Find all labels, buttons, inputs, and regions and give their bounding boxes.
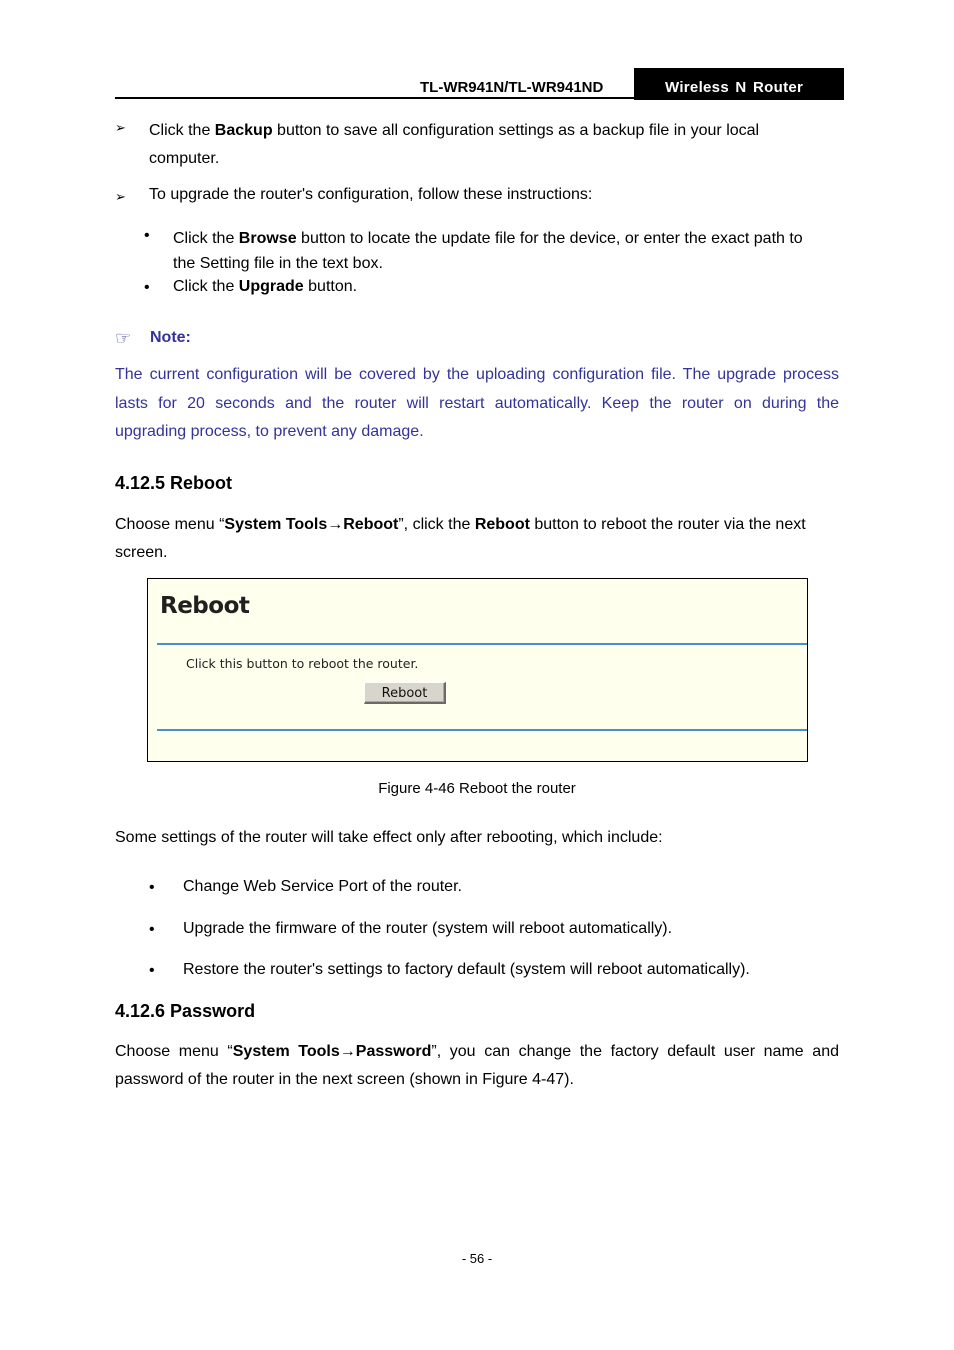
bullet-dot-icon: • xyxy=(144,279,150,296)
reboot-screen-top-divider xyxy=(157,643,807,645)
reboot-screen-title: Reboot xyxy=(160,593,250,619)
reboot-instruction: Click this button to reboot the router. xyxy=(186,656,419,671)
backup-post: button to save all configuration settings as a backup file in your local xyxy=(272,122,760,139)
figure-caption: Figure 4-46 Reboot the router xyxy=(378,780,576,797)
reboot-p-line2: screen. xyxy=(115,544,168,561)
password-p-pre: Choose menu “ xyxy=(115,1043,233,1060)
menu-arrow-icon: → xyxy=(339,1043,356,1060)
upgrade-step-browse-bold: Browse xyxy=(238,230,297,247)
reboot-p-pre: Choose menu “ xyxy=(115,516,225,533)
backup-bold: Backup xyxy=(214,122,273,139)
backup-paragraph xyxy=(149,117,849,173)
bullet-dot-icon: • xyxy=(144,227,150,244)
password-p-line2: password of the router in the next screen (shown in Figure 4-47). xyxy=(115,1071,574,1088)
section-heading-password: 4.12.6 Password xyxy=(115,1001,256,1021)
backup-line2: computer. xyxy=(149,150,220,167)
password-p-submenu: Password xyxy=(355,1043,432,1060)
upgrade-step-browse-pre: Click the xyxy=(173,230,239,247)
effects-intro: Some settings of the router will take effect only after rebooting, which include: xyxy=(115,829,663,846)
effects-item-3: Restore the router's settings to factory default (system will reboot automatically). xyxy=(183,961,750,978)
header-rule xyxy=(115,97,634,99)
note-label: Note: xyxy=(150,329,191,346)
section-heading-reboot: 4.12.5 Reboot xyxy=(115,473,233,493)
bullet-dot-icon: • xyxy=(149,962,155,979)
upgrade-step-upgrade-bold: Upgrade xyxy=(238,278,304,295)
upgrade-step-upgrade-post: button. xyxy=(303,278,358,295)
password-p-post: ”, you can change the factory default user name and xyxy=(431,1043,839,1060)
page-number: - 56 - xyxy=(461,1251,493,1266)
upgrade-step-browse xyxy=(173,226,853,276)
arrow-bullet-icon: ➢ xyxy=(115,120,126,135)
reboot-p-mid: ”, click the xyxy=(398,516,475,533)
backup-pre: Click the xyxy=(149,122,215,139)
reboot-p-submenu: Reboot xyxy=(343,516,399,533)
upgrade-intro: To upgrade the router's configuration, follow these instructions: xyxy=(149,186,593,203)
upgrade-step-browse-post: button to locate the update file for the device, or enter the exact path to xyxy=(296,230,803,247)
reboot-screen-bottom-divider xyxy=(157,729,807,731)
header-product-box xyxy=(634,68,844,100)
effects-item-2: Upgrade the firmware of the router (system will reboot automatically). xyxy=(183,920,673,937)
effects-item-1: Change Web Service Port of the router. xyxy=(183,878,462,895)
password-line-1 xyxy=(115,1038,839,1066)
menu-arrow-icon: → xyxy=(327,516,344,533)
password-paragraph xyxy=(115,1038,839,1094)
upgrade-step-upgrade-pre: Click the xyxy=(173,278,239,295)
password-p-menu: System Tools xyxy=(232,1043,340,1060)
note-line-3: upgrading process, to prevent any damage. xyxy=(115,423,424,440)
note-text xyxy=(115,361,839,447)
header-model: TL-WR941N/TL-WR941ND xyxy=(420,79,604,96)
reboot-p-button-ref: Reboot xyxy=(474,516,530,533)
note-line-2: lasts for 20 seconds and the router will restart automatically. Keep the router on during the xyxy=(115,394,839,412)
bullet-dot-icon: • xyxy=(149,921,155,938)
pointing-hand-icon: ☞ xyxy=(115,328,132,348)
upgrade-step-browse-line2: the Setting file in the text box. xyxy=(173,255,383,272)
reboot-p-post: button to reboot the router via the next xyxy=(529,516,806,533)
reboot-screen xyxy=(147,578,808,762)
note-line-1: The current configuration will be covered by the uploading configuration file. The upgrade process xyxy=(115,366,839,383)
reboot-paragraph xyxy=(115,511,839,567)
bullet-dot-icon: • xyxy=(149,879,155,896)
upgrade-step-upgrade xyxy=(173,278,357,296)
arrow-bullet-icon: ➢ xyxy=(115,189,126,204)
reboot-button[interactable]: Reboot xyxy=(364,682,446,704)
reboot-p-menu: System Tools xyxy=(224,516,328,533)
header-product: Wireless N Router xyxy=(665,79,804,96)
